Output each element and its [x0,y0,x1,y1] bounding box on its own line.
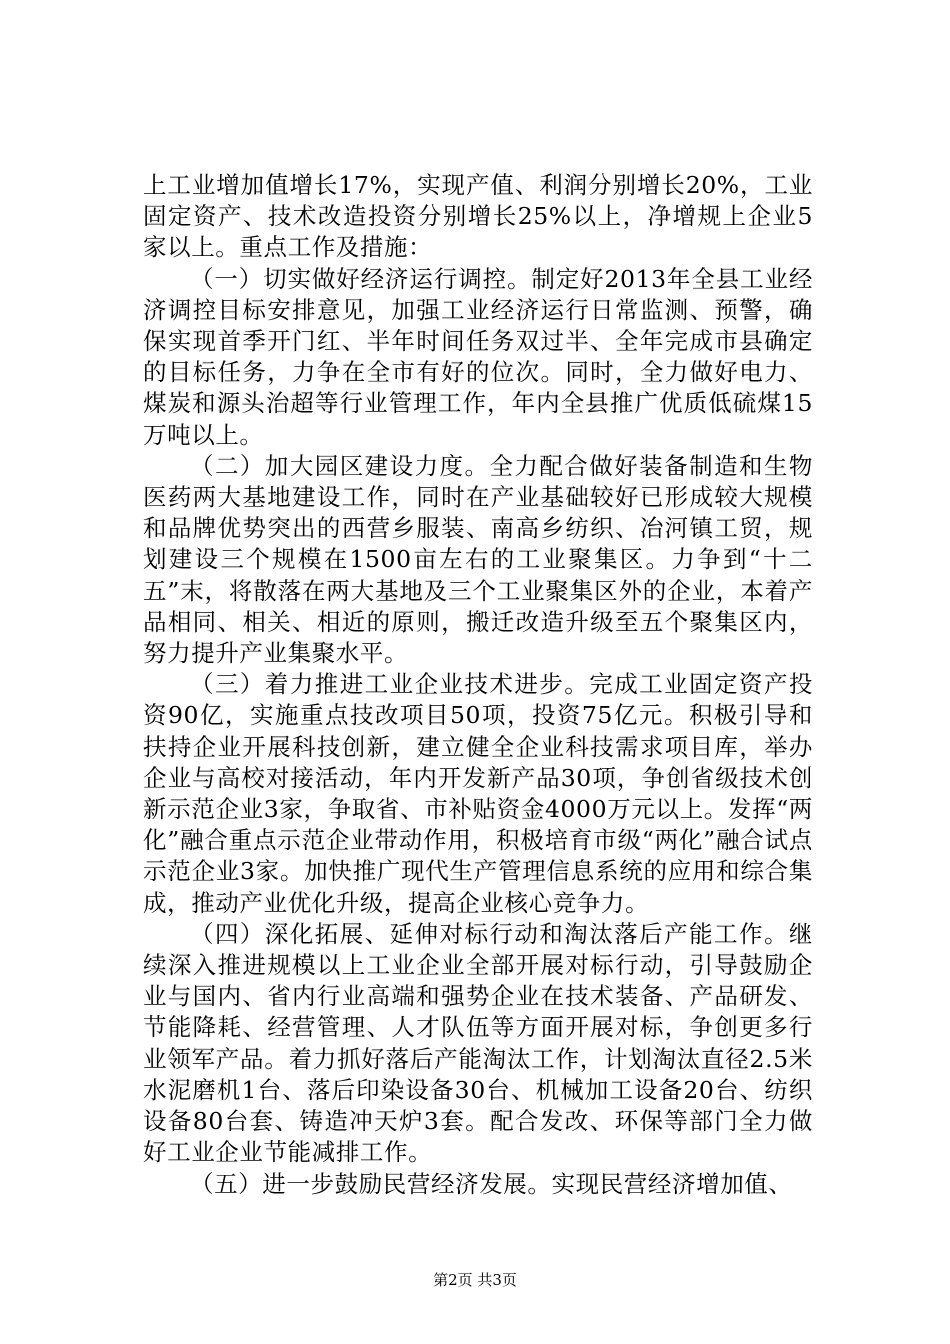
paragraph-continuation: 上工业增加值增长17%，实现产值、利润分别增长20%，工业固定资产、技术改造投资分别增长25%以上，净增规上企业5家以上。重点工作及措施： [143,171,813,262]
page-indicator: 第2页 共3页 [433,1271,517,1289]
paragraph-technology-progress: （三）着力推进工业企业技术进步。完成工业固定资产投资90亿，实施重点技改项目50项，投资75亿元。积极引导和扶持企业开展科技创新，建立健全企业科技需求项目库，举办企业与高校对接活动，年内开发新产品30项，争创省级技术创新示范企业3家，争取省、市补贴资金4000万元以上。发挥“两化”融合重点示范企业带动作用，积极培育市级“两化”融合试点示范企业3家。加快推广现代生产管理信息系统的应用和综合集成，推动产业优化升级，提高企业核心竞争力。 [143,670,813,917]
paragraph-economic-regulation: （一）切实做好经济运行调控。制定好2013年全县工业经济调控目标安排意见，加强工业经济运行日常监测、预警，确保实现首季开门红、半年时间任务双过半、全年完成市县确定的目标任务，力争在全市有好的位次。同时，全力做好电力、煤炭和源头治超等行业管理工作，年内全县推广优质低硫煤15万吨以上。 [143,264,813,449]
page-footer [0,1270,950,1290]
document-body [143,170,813,1200]
paragraph-private-economy: （五）进一步鼓励民营经济发展。实现民营经济增加值、 [190,1169,793,1198]
paragraph-benchmarking-capacity: （四）深化拓展、延伸对标行动和淘汰落后产能工作。继续深入推进规模以上工业企业全部开展对标行动，引导鼓励企业与国内、省内行业高端和强势企业在技术装备、产品研发、节能降耗、经营管理、人才队伍等方面开展对标，争创更多行业领军产品。着力抓好落后产能淘汰工作，计划淘汰直径2.5米水泥磨机1台、落后印染设备30台、机械加工设备20台、纺织设备80台套、铸造冲天炉3套。配合发改、环保等部门全力做好工业企业节能减排工作。 [143,919,813,1167]
paragraph-park-construction: （二）加大园区建设力度。全力配合做好装备制造和生物医药两大基地建设工作，同时在产业基础较好已形成较大规模和品牌优势突出的西营乡服装、南高乡纺织、冶河镇工贸，规划建设三个规模在1500亩左右的工业聚集区。力争到“十二五”末，将散落在两大基地及三个工业聚集区外的企业，本着产品相同、相关、相近的原则，搬迁改造升级至五个聚集区内，努力提升产业集聚水平。 [143,451,813,668]
